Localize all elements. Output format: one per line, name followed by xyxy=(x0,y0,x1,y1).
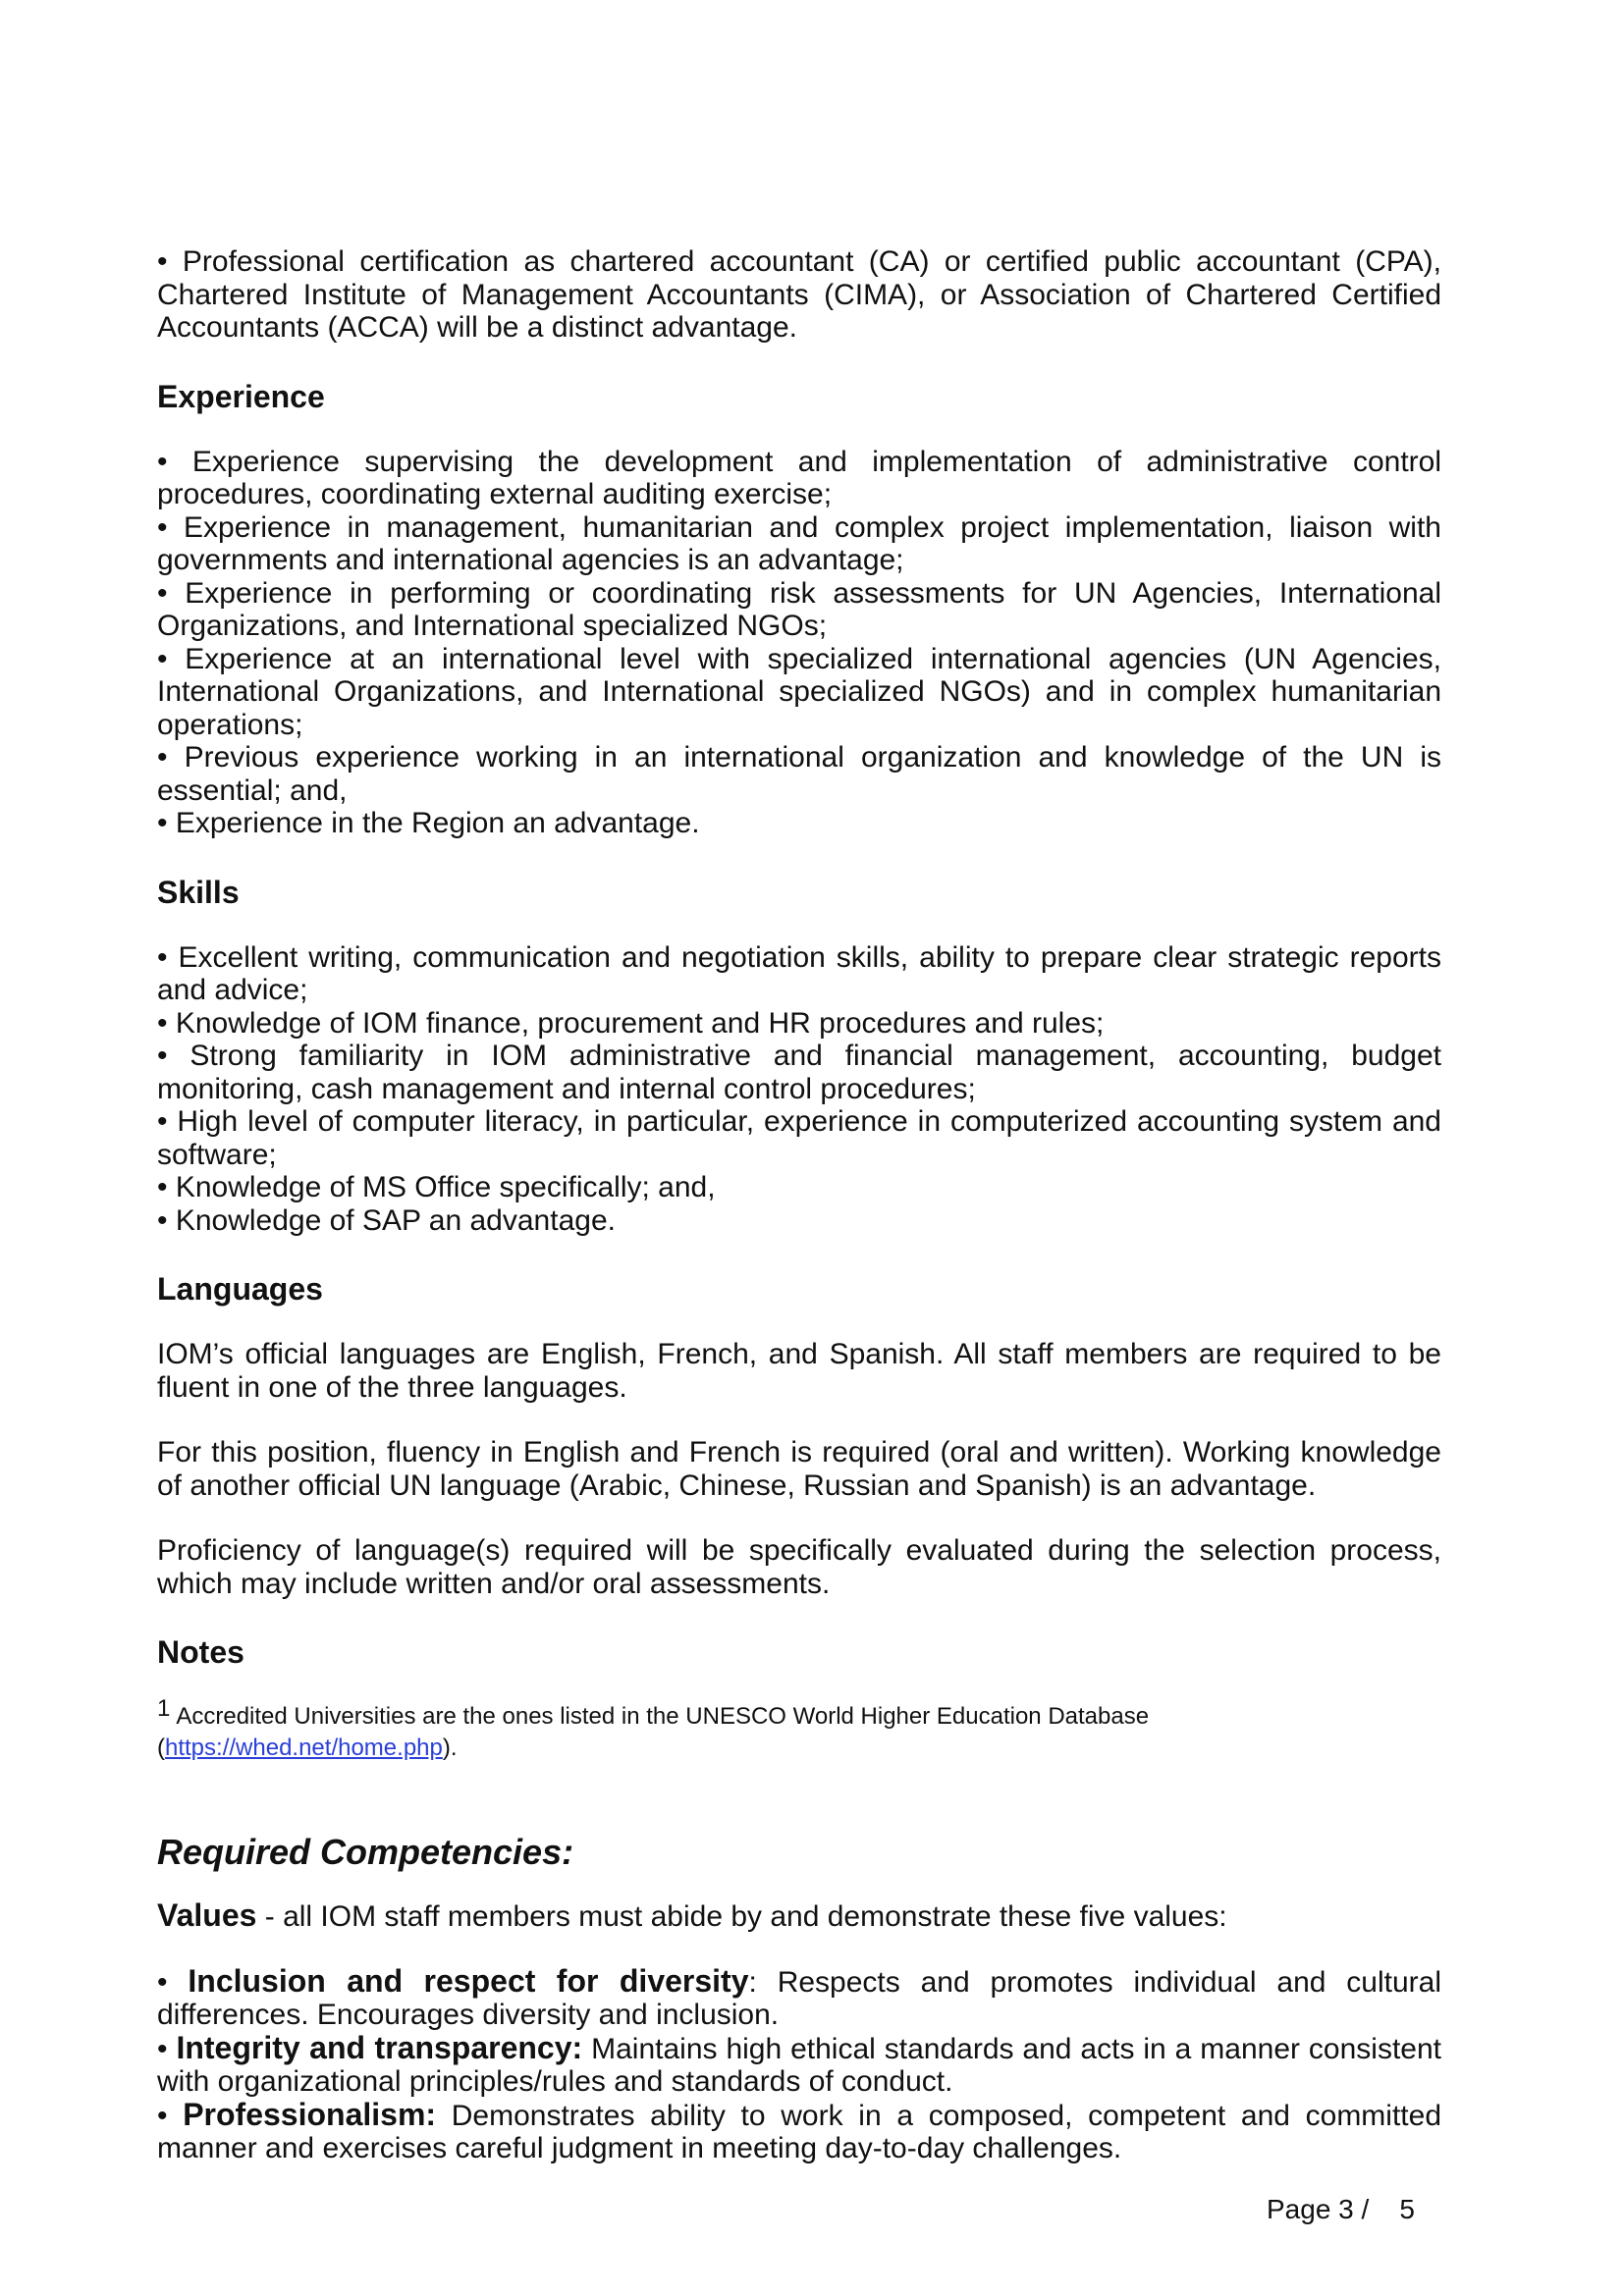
languages-paragraph: For this position, fluency in English and French is required (oral and written). Working knowledge of another official UN language (Arabic, Chinese, Russian and Spanish) is an advantage. xyxy=(157,1436,1441,1502)
list-item: • Knowledge of MS Office specifically; and, xyxy=(157,1171,716,1203)
whed-link[interactable]: https://whed.net/home.php xyxy=(165,1735,443,1761)
list-item: • High level of computer literacy, in particular, experience in computerized accounting system and software; xyxy=(157,1105,1441,1171)
value-item xyxy=(157,1962,1442,2032)
list-item: • Knowledge of SAP an advantage. xyxy=(157,1203,616,1237)
list-item: • Previous experience working in an international organization and knowledge of the UN is essential; and, xyxy=(157,741,1441,807)
value-name: Professionalism: xyxy=(183,2096,437,2132)
value-text: Maintains high ethical standards and acts in a manner consistent with organizational principles/rules and standards of conduct. xyxy=(157,2032,1442,2098)
list-item: • Excellent writing, communication and negotiation skills, ability to prepare clear strategic reports and advice; xyxy=(157,940,1441,1006)
list-item: • Experience in performing or coordinating risk assessments for UN Agencies, International Organizations, and International specialized NGOs; xyxy=(157,576,1441,642)
footnote-link-line xyxy=(157,1733,1441,1764)
values-intro-text: - all IOM staff members must abide by and demonstrate these five values: xyxy=(256,1900,1227,1933)
value-item xyxy=(157,2029,1442,2099)
link-close-paren: ). xyxy=(442,1735,458,1761)
link-open-paren: ( xyxy=(157,1735,165,1761)
document-body xyxy=(157,245,1441,2165)
value-name: Inclusion and respect for diversity xyxy=(188,1962,749,1999)
required-competencies-heading: Required Competencies: xyxy=(157,1832,574,1872)
value-name: Integrity and transparency: xyxy=(176,2029,583,2065)
list-item: • Experience in the Region an advantage. xyxy=(157,807,700,839)
footnote-text: Accredited Universities are the ones listed in the UNESCO World Higher Education Database xyxy=(176,1703,1150,1730)
list-item: • Experience at an international level with specialized international agencies (UN Agencies, International Organizations, and International specialized NGOs) and in complex humanitarian operations; xyxy=(157,642,1441,741)
value-text: : Respects and promotes individual and cultural differences. Encourages diversity and inclusion. xyxy=(157,1965,1442,2031)
list-item: • Experience supervising the development and implementation of administrative control procedures, coordinating external auditing exercise; xyxy=(157,445,1441,510)
value-bullet: • xyxy=(157,1965,189,1999)
certification-item: • Professional certification as chartered accountant (CA) or certified public accountant (CPA), Chartered Institute of Management Accountants (CIMA), or Association of Chartered Certified Accountants (ACCA) will be a distinct advantage. xyxy=(157,245,1441,344)
footnote-number: 1 xyxy=(157,1695,171,1722)
page-number: Page 3 / 5 xyxy=(1267,2194,1415,2224)
values-intro xyxy=(157,1899,1441,1934)
notes-heading: Notes xyxy=(157,1634,244,1670)
value-item xyxy=(157,2096,1442,2165)
skills-heading: Skills xyxy=(157,874,240,910)
list-item: • Strong familiarity in IOM administrative and financial management, accounting, budget monitoring, cash management and internal control procedures; xyxy=(157,1040,1441,1105)
list-item: • Experience in management, humanitarian and complex project implementation, liaison with governments and international agencies is an advantage; xyxy=(157,510,1441,576)
experience-heading: Experience xyxy=(157,378,325,414)
languages-paragraph: IOM’s official languages are English, French, and Spanish. All staff members are required to be fluent in one of the three languages. xyxy=(157,1338,1441,1404)
footnote xyxy=(157,1695,1441,1733)
value-text: Demonstrates ability to work in a composed, competent and committed manner and exercises careful judgment in meeting day-to-day challenges. xyxy=(157,2099,1442,2164)
list-item: • Knowledge of IOM finance, procurement and HR procedures and rules; xyxy=(157,1006,1105,1040)
languages-heading: Languages xyxy=(157,1271,323,1307)
value-bullet: • xyxy=(157,2099,184,2132)
languages-paragraph: Proficiency of language(s) required will be specifically evaluated during the selection process, which may include written and/or oral assessments. xyxy=(157,1534,1441,1600)
values-title: Values xyxy=(157,1897,257,1933)
value-bullet: • xyxy=(157,2032,177,2065)
